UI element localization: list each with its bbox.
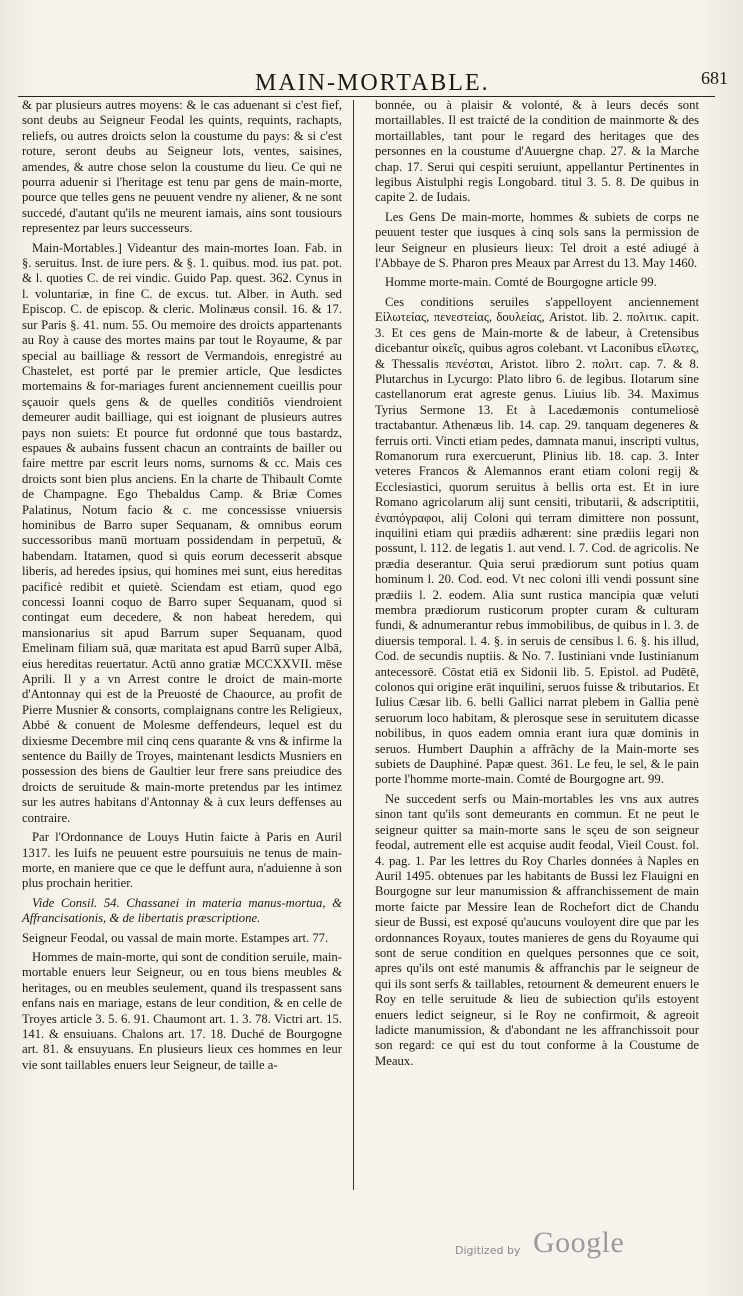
left-column: [22, 98, 342, 1077]
header-rule: [18, 96, 715, 97]
paragraph: Ces conditions seruiles s'appelloyent anciennement Εἰλωτείας, πενεστείας, δουλείας, Aristot. lib. 2. πολιτικ. capit. 3. Et ces gens de Main-morte & de labeur, à Cretensibus dicebantur οἰκεῖς, quibus agros colebant. vt Laconibus εἵλωτες, & Thessalis πενέσται, Aristot. libro 2. πολιτ. cap. 7. & 8. Plutarchus in Lycurgo: Plato libro 6. de legibus. Ilotarum sine castellanorum erat agreste genus. Liuius lib. 34. Maximus Tyrius Sermone 13. Et à Lacedæmonis contumeliosè tractabantur. Athenæus lib. 14. cap. 29. tanquam degeneres & ferruis orti. Vincti etiam pedes, damnata manui, inscripti vultus, Romanorum rura exercuerunt, Plinius lib. 18. cap. 3. Inter veteres Francos & Alemannos erant etiam coloni regij & Ecclesiastici, quorum seruitus à bellis orta est. Et in iure Romano agricolarum alij sunt censiti, tributarii, & adscriptitii, ἐναπόγραφοι, alij Coloni qui terram dimittere non possunt, inquilini etiam qui prædiis adhærent: sine prædiis legari non possunt, l. 112. de legatis 1. aut vend. l. 7. Cod. de agricolis. Ne prædia deserantur. Quia serui prædiorum sunt potius quam hominum l. 20. Cod. eod. Vt nec coloni illi vendi possunt sine prædiis l. 2. eodem. Alia sunt rustica mancipia quæ veluti membra prædiorum rusticorum propter curam & culturam fundi, & adnumerantur rebus immobilibus, de quibus in l. 3. de diuersis temporal. l. 4. §. in seruis de censibus l. 6. §. his illud, Cod. de secundis nuptiis. & No. 7. Iustiniani vnde Iustinianum antecessorē. Cōstat etiā ex Sidonii lib. 5. Epistol. ad Pudētē, colonos qui origine erāt inquilini, seruos fuisse & tributarios. Et Iulius Cæsar lib. 6. belli Gallici narrat plebem in Gallia penè seruorum loco habitam, & plerosque sese in seruitutem dicasse nobilibus, in quos eadem omnia erant iura quæ dominis in seruos. Humbert Dauphin a affrãchy de la Main-morte ses subiets de Dauphiné. Papæ quest. 361. Le feu, le sel, & le pain porte l'homme morte-main. Comté de Bourgogne art. 99.: [375, 294, 699, 787]
paragraph: Vide Consil. 54. Chassanei in materia manus-mortua, & Affrancisationis, & de libertatis præscriptione.: [22, 895, 342, 926]
paragraph: Par l'Ordonnance de Louys Hutin faicte à Paris en Auril 1317. les Iuifs ne peuuent estre poursuiuis ne tenus de main-morte, en maniere que ce que le deffunt aura, n'aduienne à son plus prochain heritier.: [22, 830, 342, 891]
right-column: [375, 98, 699, 1073]
paragraph: Hommes de main-morte, qui sont de condition seruile, main-mortable enuers leur Seigneur, ou en tous biens meubles & heritages, ou en meubles seulement, quand ils trespassent sans enfans nais en mariage, estans de leur condition, & en celle de Troyes article 3. 5. 6. 91. Chaumont art. 1. 3. 78. Victri art. 15. 141. & ensuiuans. Chalons art. 17. 18. Duché de Bourgogne art. 81. & ensuyuans. En plusieurs lieux ces hommes en leur vie sont taillables enuers leur Seigneur, de taille a-: [22, 949, 342, 1072]
digitized-by-label: Digitized by: [455, 1244, 521, 1257]
paragraph: Seigneur Feodal, ou vassal de main morte. Estampes art. 77.: [22, 930, 329, 945]
paragraph: Main-Mortables.] Videantur des main-mortes Ioan. Fab. in §. seruitus. Inst. de iure pers. & §. 1. quibus. mod. ius pat. pot. & l. quoties C. de rei vindic. Guido Pap. quest. 362. Cynus in l. voluntariæ, in fine C. de excus. tut. Alber. in Auth. sed Episcop. C. de episcop. & cleric. Molinæus consil. 16. & 17. sur Paris §. 41. num. 55. Ou memoire des droicts appartenants au Roy à cause des mortes mains par tout le Royaume, & par special au bailliage & ressort de Vermandois, enregistré au Chastelet, est porté par le premier article, Que lesdictes mortemains & for-mariages furent anciennement cueillis pour sçauoir quels gens & de quelles conditiõs viendroient demeurer audit bailliage, qui est ioignant de plusieurs autres pays non suiets: Et pource fut ordonné que tous bastardz, espaues & aubains fussent chacun an contraints de bailler ou faire mettre par escrit leurs noms, surnoms & cc. Mais ces droicts sont bien plus anciens. En la charte de Thibault Comte de Champagne. Ego Thebaldus Camp. & Briæ Comes Palatinus, Notum facio & c. me concessisse vniuersis hominibus de Barro super Sequanam, & omnibus eorum successoribus manū mortuam possidendam in perpetuū, & habendam. Itatamen, quod si quis eorum decesserit absque liberis, ad heredes ipsius, qui homines mei sunt, eius hereditas pacificè redibit et quietè. Sciendam est etiam, quod ego concessi Ioanni coquo de Barro super Sequanam, quod si contingat eum decedere, & non habeat heredem, qui mansionarius sit apud Barrum super Sequanam, quod Emelinam filiam suā, quæ maritata est apud Barrū super Albā, eius hereditas reuertatur. Actū anno gratiæ MCCXXVII. mēse Aprili. Il y a vn Arrest contre le droict de main-morte d'Antonnay qui est de la Preuosté de Chaource, au profit de Pierre Musnier & consorts, complaignans contre les Religieux, Abbé & conuent de Molesme deffendeurs, lequel est du dixiesme Decembre mil cinq cens quarante & vns & infirme la sentence du Bailly de Troyes, maintenant lesdicts Musniers en possession des biens de Gaultier leur frere sans preiudice des droicts de seruitude & main-morte pretendus par les intimez sur les autres habitans d'Antonnay & à cux leurs deffenses au contraire.: [22, 240, 342, 825]
paragraph: Ne succedent serfs ou Main-mortables les vns aux autres sinon tant qu'ils sont demeurants en commun. Et ne peut le seigneur quitter sa main-morte sans le sçeu de son seigneur feodal, autrement elle est acquise audit feodal, Vieil Coust. fol. 4. pag. 1. Par les lettres du Roy Charles données à Naples en Auril 1495. obtenues par les habitants de Bussi lez Flauigni en Bourgogne sur leur manumission & affranchissement de main morte faicte par Messire Iean de Rochefort dict de Chandu sieur de Bussi, est exposé qu'aucuns vouloyent dire que par les ordonnances Royaux, toutes manieres de gens du Royaume qui sont de serue condition en quelques personnes que ce soit, apres qu'ils ont esté manumis & affranchis par le seigneur de qui ils sont serfs & taillables, retournent & demeurent enuers le Roy en telle seruitude & lieu de subiection qu'ils estoyent enuers ledict seigneur, si le Roy ne confirmoit, & agreoit ladicte manumission, & d'abondant ne les affranchissoit pour son regard: ce qui est du tout conforme à la Coustume de Meaux.: [375, 791, 699, 1068]
paragraph: Les Gens De main-morte, hommes & subiets de corps ne peuuent tester que iusques à cinq sols sans la permission de leur Seigneur en plusieurs lieux: Tel droit a esté adiugé à l'Abbaye de S. Pharon pres Meaux par Arrest du 13. May 1460.: [375, 209, 699, 271]
paragraph: bonnée, ou à plaisir & volonté, & à leurs decés sont mortaillables. Il est traicté de la condition de mainmorte & des mortaillables, tant pour le regard des heritages que des personnes en la coustume d'Auuergne chap. 27. & la Marche chap. 17. Serui qui cespiti seruiunt, appellantur Pertinentes in legibus Aistulphi regis Longobard. titul 3. 5. 8. De quibus in capite 2. de Iudais.: [375, 98, 699, 205]
running-title: MAIN-MORTABLE.: [255, 70, 490, 96]
page-number: 681: [701, 68, 728, 88]
paragraph: Homme morte-main. Comté de Bourgogne article 99.: [385, 275, 657, 290]
column-divider: [353, 100, 354, 1190]
digitization-watermark: [455, 1226, 695, 1272]
paragraph: & par plusieurs autres moyens: & le cas aduenant si c'est fief, sont deubs au Seigneur Feodal les quints, requints, rachapts, reliefs, ou autres droicts selon la coustume du pays: & si c'est roture, seront deubs au Seigneur lots, ventes, saisines, amendes, & autre chose selon la coustume du lieu. Ce qui ne pourra aduenir si l'heritage est tenu par gens de main-morte, pource que telles gens ne peuuent vendre ny aliener, & ne sont succedé, d'autant qu'ils ne meurent iamais, ains sont tousiours representez par leurs successeurs.: [22, 98, 342, 236]
google-logo: Google: [533, 1226, 625, 1259]
